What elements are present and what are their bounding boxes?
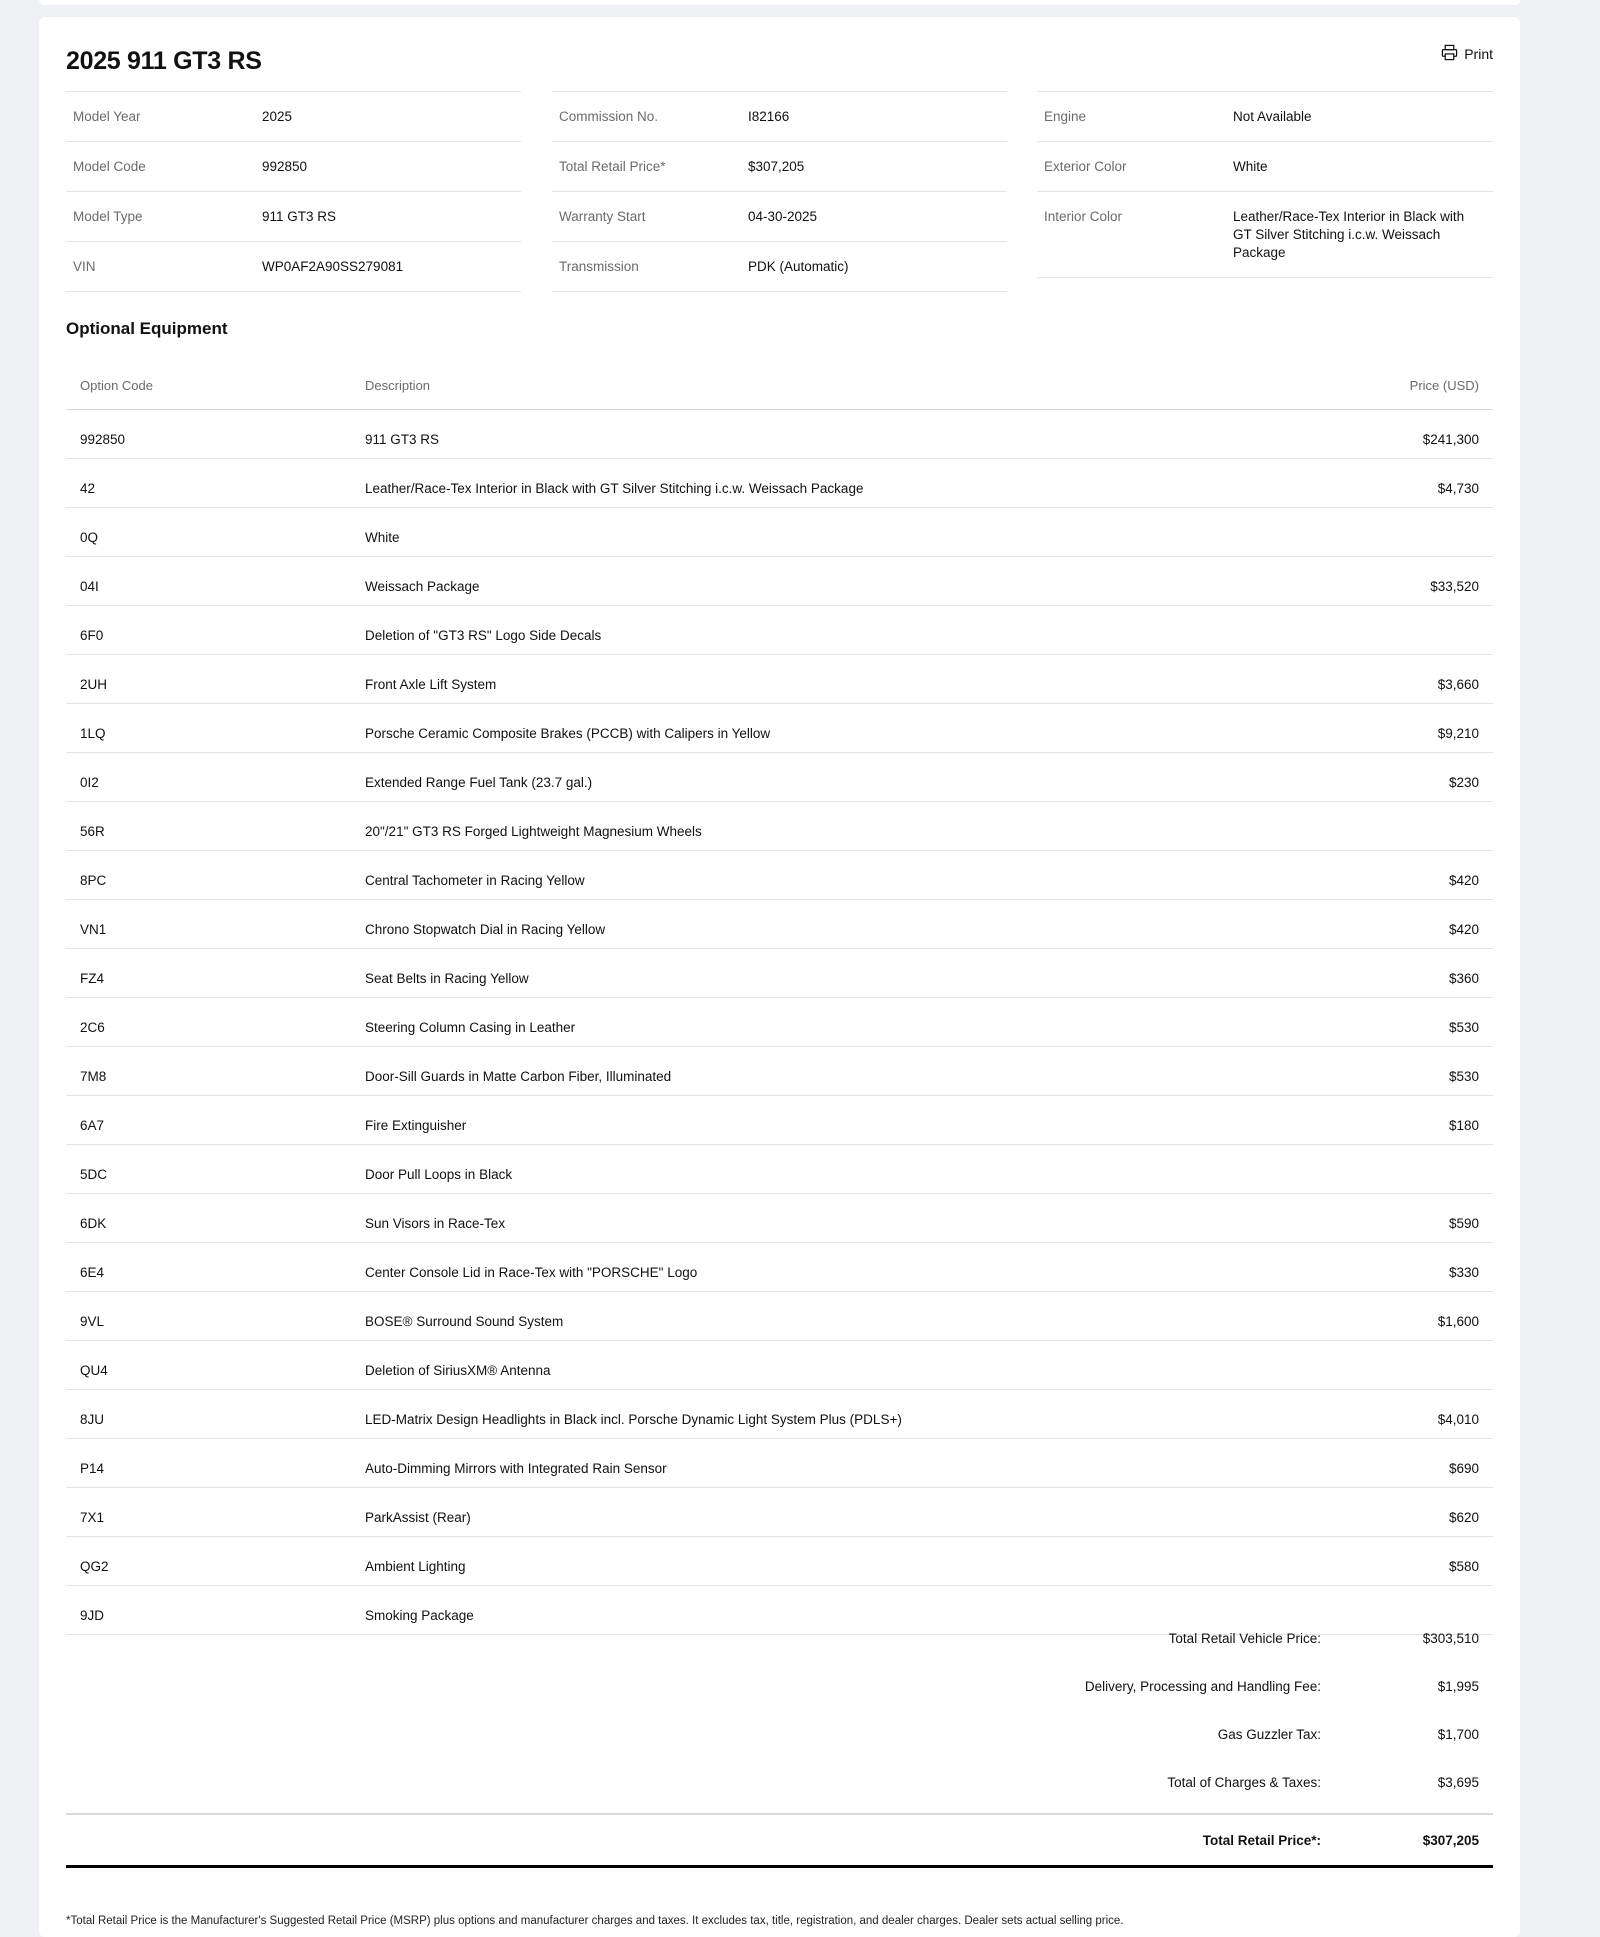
table-row [66, 655, 1493, 704]
detail-value: 04-30-2025 [748, 209, 818, 224]
option-description: 911 GT3 RS [365, 432, 440, 447]
option-code: 6F0 [80, 628, 104, 643]
detail-row-model-type [66, 192, 521, 242]
detail-row-commission-no [552, 91, 1007, 142]
option-description: Deletion of "GT3 RS" Logo Side Decals [365, 628, 602, 643]
option-price: $230 [1448, 775, 1479, 790]
option-price: $330 [1448, 1265, 1479, 1280]
option-code: 5DC [80, 1167, 108, 1182]
table-row [66, 557, 1493, 606]
details-column-2 [552, 91, 1007, 292]
summary-label: Total of Charges & Taxes: [1167, 1775, 1321, 1790]
option-price: $580 [1448, 1559, 1479, 1574]
option-price: $241,300 [1422, 432, 1479, 447]
option-code: 8JU [80, 1412, 105, 1427]
table-row [66, 1537, 1493, 1586]
table-row [66, 949, 1493, 998]
detail-value: PDK (Automatic) [748, 259, 849, 274]
detail-value: 2025 [262, 109, 293, 124]
option-description: 20"/21" GT3 RS Forged Lightweight Magnesium Wheels [365, 824, 702, 839]
table-row [66, 1488, 1493, 1537]
table-row [66, 802, 1493, 851]
table-row [66, 1243, 1493, 1292]
option-price: $690 [1448, 1461, 1479, 1476]
detail-value: 911 GT3 RS [262, 209, 337, 224]
summary-row [66, 1760, 1493, 1808]
header-description: Description [365, 378, 431, 393]
optional-equipment-table [66, 366, 1493, 1635]
table-body [66, 410, 1493, 1635]
option-description: Center Console Lid in Race-Tex with "PORSCHE" Logo [365, 1265, 698, 1280]
vehicle-details-card [39, 17, 1520, 1937]
option-description: Sun Visors in Race-Tex [365, 1216, 506, 1231]
price-summary [66, 1616, 1493, 1848]
table-row [66, 704, 1493, 753]
summary-label: Total Retail Vehicle Price: [1168, 1631, 1321, 1646]
option-code: 0Q [80, 530, 99, 545]
option-price: $360 [1448, 971, 1479, 986]
header-price: Price (USD) [1409, 378, 1479, 393]
detail-label: Total Retail Price* [559, 159, 666, 174]
detail-row-exterior-color [1037, 142, 1493, 192]
option-description: Seat Belts in Racing Yellow [365, 971, 529, 986]
option-description: Leather/Race-Tex Interior in Black with GT Silver Stitching i.c.w. Weissach Package [365, 481, 864, 496]
option-code: P14 [80, 1461, 105, 1476]
detail-label: Exterior Color [1044, 159, 1127, 174]
detail-label: Model Year [73, 109, 141, 124]
table-row [66, 508, 1493, 557]
option-price: $180 [1448, 1118, 1479, 1133]
summary-row [66, 1616, 1493, 1664]
detail-row-vin [66, 242, 521, 292]
table-row [66, 1390, 1493, 1439]
option-price: $620 [1448, 1510, 1479, 1525]
page-title: 2025 911 GT3 RS [66, 47, 262, 75]
summary-value: $303,510 [1422, 1631, 1479, 1646]
option-code: 04I [80, 579, 99, 594]
table-row [66, 410, 1493, 459]
option-price: $1,600 [1437, 1314, 1479, 1329]
summary-row [66, 1712, 1493, 1760]
option-description: Door-Sill Guards in Matte Carbon Fiber, Illuminated [365, 1069, 672, 1084]
detail-label: Model Code [73, 159, 146, 174]
detail-row-model-code [66, 142, 521, 192]
summary-value: $1,700 [1437, 1727, 1479, 1742]
optional-equipment-title: Optional Equipment [66, 319, 228, 338]
option-description: LED-Matrix Design Headlights in Black incl. Porsche Dynamic Light System Plus (PDLS+) [365, 1412, 902, 1427]
table-row [66, 606, 1493, 655]
header-option-code: Option Code [80, 378, 153, 393]
grand-total-label: Total Retail Price*: [1202, 1833, 1321, 1848]
table-row [66, 1145, 1493, 1194]
previous-card-edge [39, 0, 1520, 5]
table-row [66, 1194, 1493, 1243]
detail-value: WP0AF2A90SS279081 [262, 259, 404, 274]
option-code: 2C6 [80, 1020, 105, 1035]
table-row [66, 459, 1493, 508]
option-code: 7M8 [80, 1069, 107, 1084]
detail-label: Interior Color [1044, 209, 1123, 224]
option-code: 8PC [80, 873, 107, 888]
option-code: 9JD [80, 1608, 105, 1623]
detail-label: Warranty Start [559, 209, 646, 224]
option-code: 1LQ [80, 726, 106, 741]
price-footnote: *Total Retail Price is the Manufacturer's Suggested Retail Price (MSRP) plus options and manufacturer charges and taxes. It excludes tax, title, registration, and dealer charges. Dealer sets actual selling price. [66, 1915, 1124, 1927]
detail-label: Model Type [73, 209, 143, 224]
option-description: Door Pull Loops in Black [365, 1167, 513, 1182]
details-column-1 [66, 91, 521, 292]
option-code: 2UH [80, 677, 108, 692]
table-header [66, 366, 1493, 410]
option-description: Weissach Package [365, 579, 480, 594]
option-code: QU4 [80, 1363, 108, 1378]
option-description: Ambient Lighting [365, 1559, 466, 1574]
table-row [66, 851, 1493, 900]
option-description: BOSE® Surround Sound System [365, 1314, 564, 1329]
detail-value: Leather/Race-Tex Interior in Black with GT Silver Stitching i.c.w. Weissach Package [1233, 209, 1465, 260]
option-description: Central Tachometer in Racing Yellow [365, 873, 585, 888]
table-row [66, 1292, 1493, 1341]
option-price: $3,660 [1437, 677, 1479, 692]
table-row [66, 1096, 1493, 1145]
option-price: $530 [1448, 1069, 1479, 1084]
option-description: Porsche Ceramic Composite Brakes (PCCB) with Calipers in Yellow [365, 726, 771, 741]
option-description: Deletion of SiriusXM® Antenna [365, 1363, 551, 1378]
option-description: White [365, 530, 400, 545]
details-column-3 [1037, 91, 1493, 278]
option-description: Smoking Package [365, 1608, 474, 1623]
detail-row-total-retail-price [552, 142, 1007, 192]
table-row [66, 1047, 1493, 1096]
option-price: $590 [1448, 1216, 1479, 1231]
detail-label: VIN [73, 259, 96, 274]
table-row [66, 1439, 1493, 1488]
detail-value: White [1233, 159, 1268, 174]
option-description: ParkAssist (Rear) [365, 1510, 471, 1525]
option-description: Fire Extinguisher [365, 1118, 467, 1133]
vehicle-details-grid [66, 91, 1493, 291]
option-code: 0I2 [80, 775, 99, 790]
option-code: VN1 [80, 922, 107, 937]
table-row [66, 753, 1493, 802]
summary-value: $3,695 [1437, 1775, 1479, 1790]
grand-total-row [66, 1815, 1493, 1868]
detail-row-interior-color [1037, 192, 1493, 278]
detail-value: 992850 [262, 159, 308, 174]
grand-total-value: $307,205 [1422, 1833, 1479, 1848]
detail-label: Transmission [559, 259, 639, 274]
option-code: 6DK [80, 1216, 107, 1231]
option-description: Auto-Dimming Mirrors with Integrated Rain Sensor [365, 1461, 667, 1476]
detail-label: Engine [1044, 109, 1087, 124]
option-price: $530 [1448, 1020, 1479, 1035]
option-code: 9VL [80, 1314, 105, 1329]
table-row [66, 998, 1493, 1047]
option-code: 42 [80, 481, 96, 496]
option-code: 992850 [80, 432, 126, 447]
detail-row-engine [1037, 91, 1493, 142]
table-row [66, 1341, 1493, 1390]
option-description: Steering Column Casing in Leather [365, 1020, 576, 1035]
option-price: $4,010 [1437, 1412, 1479, 1427]
summary-value: $1,995 [1437, 1679, 1479, 1694]
option-code: 7X1 [80, 1510, 105, 1525]
detail-label: Commission No. [559, 109, 659, 124]
printer-icon [1441, 44, 1458, 64]
summary-label: Delivery, Processing and Handling Fee: [1084, 1679, 1321, 1694]
option-code: FZ4 [80, 971, 105, 986]
print-label: Print [1464, 46, 1493, 62]
detail-value: $307,205 [748, 159, 805, 174]
option-price: $420 [1448, 922, 1479, 937]
option-code: QG2 [80, 1559, 109, 1574]
summary-row [66, 1664, 1493, 1712]
summary-label: Gas Guzzler Tax: [1217, 1727, 1321, 1742]
option-description: Front Axle Lift System [365, 677, 497, 692]
detail-row-transmission [552, 242, 1007, 292]
option-code: 56R [80, 824, 105, 839]
table-row [66, 900, 1493, 949]
option-price: $9,210 [1437, 726, 1479, 741]
option-price: $4,730 [1437, 481, 1479, 496]
option-code: 6A7 [80, 1118, 105, 1133]
detail-row-model-year [66, 91, 521, 142]
option-price: $33,520 [1430, 579, 1479, 594]
option-description: Extended Range Fuel Tank (23.7 gal.) [365, 775, 593, 790]
detail-value: Not Available [1233, 109, 1312, 124]
option-code: 6E4 [80, 1265, 105, 1280]
detail-value: I82166 [748, 109, 790, 124]
detail-row-warranty-start [552, 192, 1007, 242]
option-description: Chrono Stopwatch Dial in Racing Yellow [365, 922, 606, 937]
option-price: $420 [1448, 873, 1479, 888]
print-button[interactable] [1441, 44, 1493, 64]
